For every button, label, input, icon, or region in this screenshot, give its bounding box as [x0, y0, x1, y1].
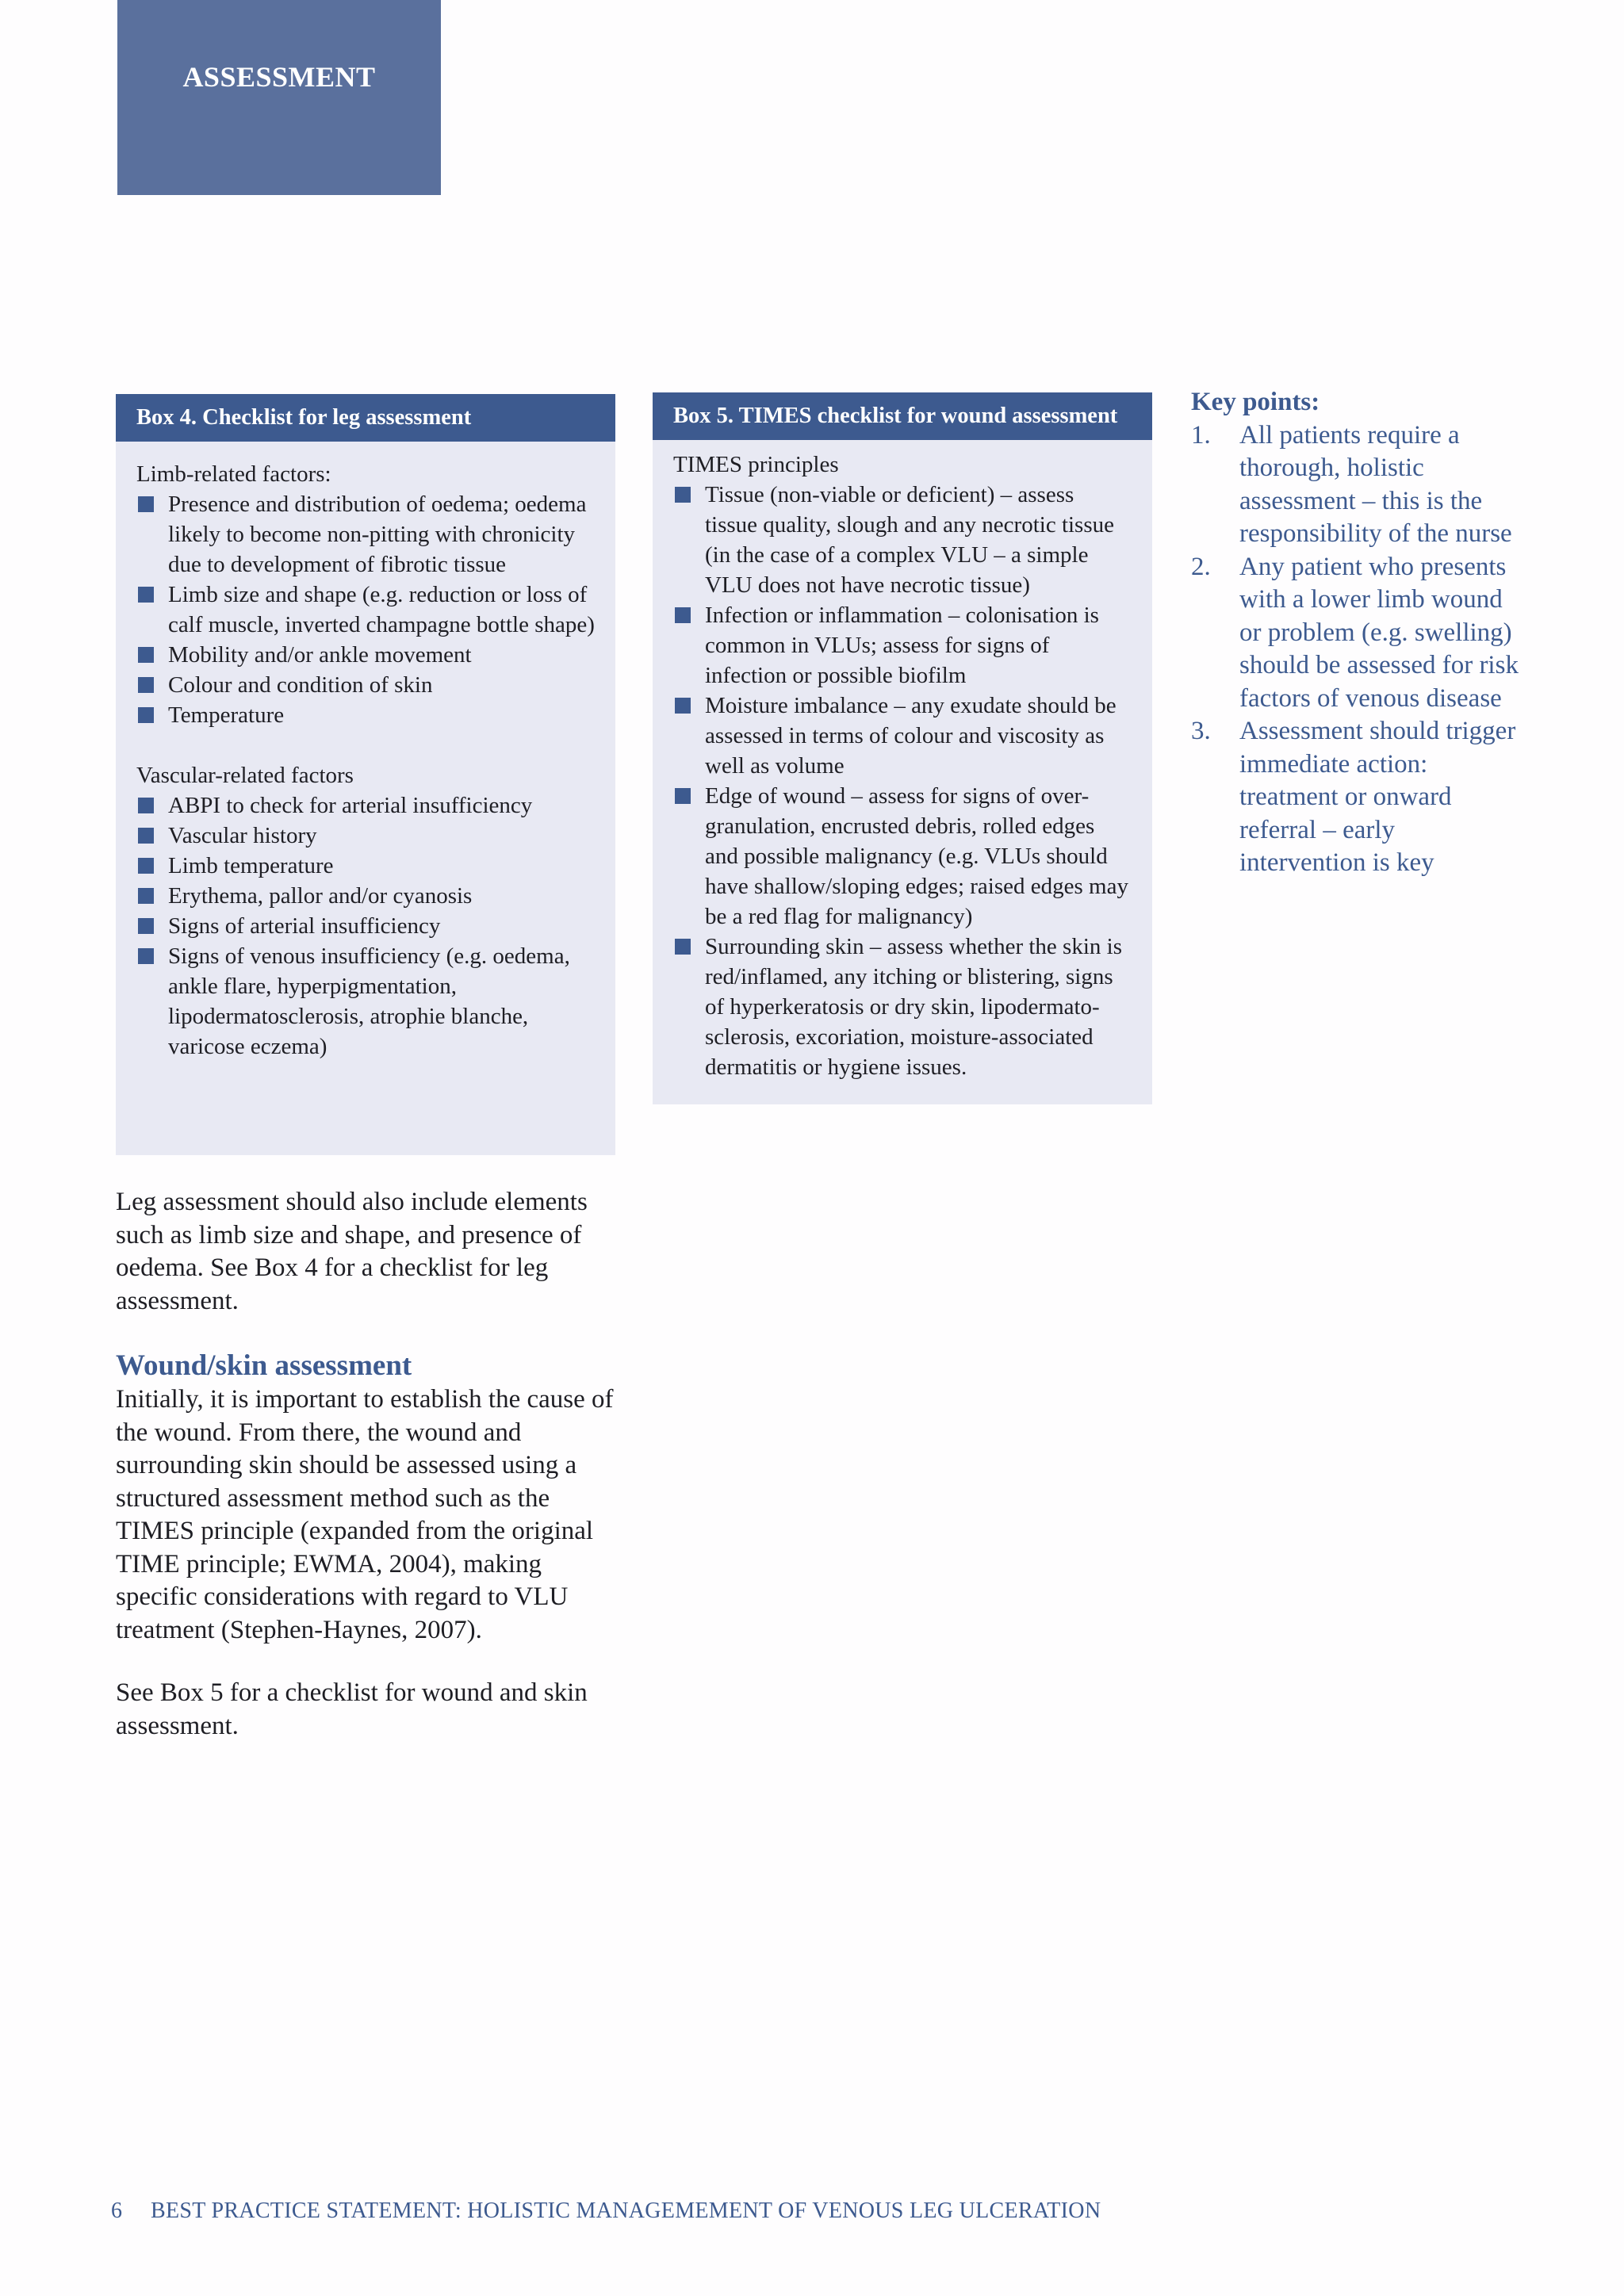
list-item: Signs of venous insufficiency (e.g. oedema, ankle flare, hyperpigmentation, lipodermatosclerosis, atrophie blanche, varicose eczema)	[136, 941, 595, 1062]
vascular-factors-heading: Vascular-related factors	[136, 763, 354, 788]
square-bullet-icon	[138, 496, 154, 512]
page-number: 6	[111, 2198, 123, 2223]
square-bullet-icon	[138, 677, 154, 693]
key-points-title: Key points:	[1191, 388, 1320, 416]
square-bullet-icon	[138, 888, 154, 904]
list-item: Edge of wound – assess for signs of over-granulation, encrusted debris, rolled edges and possible malignancy (e.g. VLUs should have shallow/sloping edges; raised edges may be a red flag for malignancy)	[673, 781, 1132, 932]
list-item: Presence and distribution of oedema; oedema likely to become non-pitting with chronicity due to development of fibrotic tissue	[136, 489, 595, 580]
wound-skin-heading: Wound/skin assessment	[116, 1349, 412, 1382]
box5-reference-paragraph: See Box 5 for a checklist for wound and skin assessment.	[116, 1678, 588, 1740]
square-bullet-icon	[138, 798, 154, 813]
list-item: Vascular history	[136, 821, 595, 851]
key-points-list	[1191, 419, 1524, 880]
key-points	[1191, 386, 1524, 880]
key-point-item: 2. Any patient who presents with a lower limb wound or problem (e.g. swelling) should be assessed for risk factors of venous disease	[1191, 552, 1519, 713]
square-bullet-icon	[138, 707, 154, 723]
list-item: Limb size and shape (e.g. reduction or loss of calf muscle, inverted champagne bottle shape)	[136, 580, 595, 640]
square-bullet-icon	[675, 607, 691, 623]
square-bullet-icon	[138, 948, 154, 964]
square-bullet-icon	[138, 587, 154, 603]
box4-leg-checklist	[116, 394, 615, 1155]
square-bullet-icon	[675, 698, 691, 714]
list-item: Moisture imbalance – any exudate should be assessed in terms of colour and viscosity as well as volume	[673, 691, 1132, 781]
section-tab-label: ASSESSMENT	[182, 61, 376, 93]
square-bullet-icon	[675, 788, 691, 804]
list-item: Signs of arterial insufficiency	[136, 911, 595, 941]
limb-factors-list	[136, 489, 595, 730]
square-bullet-icon	[138, 918, 154, 934]
times-list	[673, 480, 1132, 1082]
page-footer	[111, 2198, 1101, 2224]
list-item: Tissue (non-viable or deficient) – assess tissue quality, slough and any necrotic tissue (in the case of a complex VLU – a simple VLU does not have necrotic tissue)	[673, 480, 1132, 600]
list-item: ABPI to check for arterial insufficiency	[136, 790, 595, 821]
times-principles-heading: TIMES principles	[673, 452, 839, 477]
square-bullet-icon	[138, 858, 154, 874]
list-item: Erythema, pallor and/or cyanosis	[136, 881, 595, 911]
square-bullet-icon	[138, 828, 154, 844]
list-item: Surrounding skin – assess whether the skin is red/inflamed, any itching or blistering, signs of hyperkeratosis or dry skin, lipodermato-sclerosis, excoriation, moisture-associated dermatitis or hygiene issues.	[673, 932, 1132, 1082]
section-tab	[117, 0, 441, 195]
square-bullet-icon	[675, 939, 691, 955]
list-item: Colour and condition of skin	[136, 670, 595, 700]
list-item: Mobility and/or ankle movement	[136, 640, 595, 670]
key-point-item: 3. Assessment should trigger immediate action: treatment or onward referral – early intervention is key	[1191, 717, 1516, 877]
square-bullet-icon	[675, 487, 691, 503]
key-point-item: 1. All patients require a thorough, holistic assessment – this is the responsibility of the nurse	[1191, 420, 1512, 548]
list-item: Limb temperature	[136, 851, 595, 881]
square-bullet-icon	[138, 647, 154, 663]
list-item: Infection or inflammation – colonisation is common in VLUs; assess for signs of infection or possible biofilm	[673, 600, 1132, 691]
leg-assessment-paragraph: Leg assessment should also include elements such as limb size and shape, and presence of oedema. See Box 4 for a checklist for leg assessment.	[116, 1188, 588, 1315]
wound-assessment-paragraph: Initially, it is important to establish the cause of the wound. From there, the wound and surrounding skin should be assessed using a structured assessment method such as the TIMES principle (expanded from the original TIME principle; EWMA, 2004), making specific considerations with regard to VLU treatment (Stephen-Haynes, 2007).	[116, 1385, 614, 1644]
footer-title: BEST PRACTICE STATEMENT: HOLISTIC MANAGEMEMENT OF VENOUS LEG ULCERATION	[151, 2198, 1101, 2223]
box5-title: Box 5. TIMES checklist for wound assessment	[653, 392, 1152, 440]
box5-times-checklist	[653, 392, 1152, 1104]
limb-factors-heading: Limb-related factors:	[136, 461, 331, 487]
box4-title: Box 4. Checklist for leg assessment	[116, 394, 615, 442]
vascular-factors-list	[136, 790, 595, 1062]
list-item: Temperature	[136, 700, 595, 730]
